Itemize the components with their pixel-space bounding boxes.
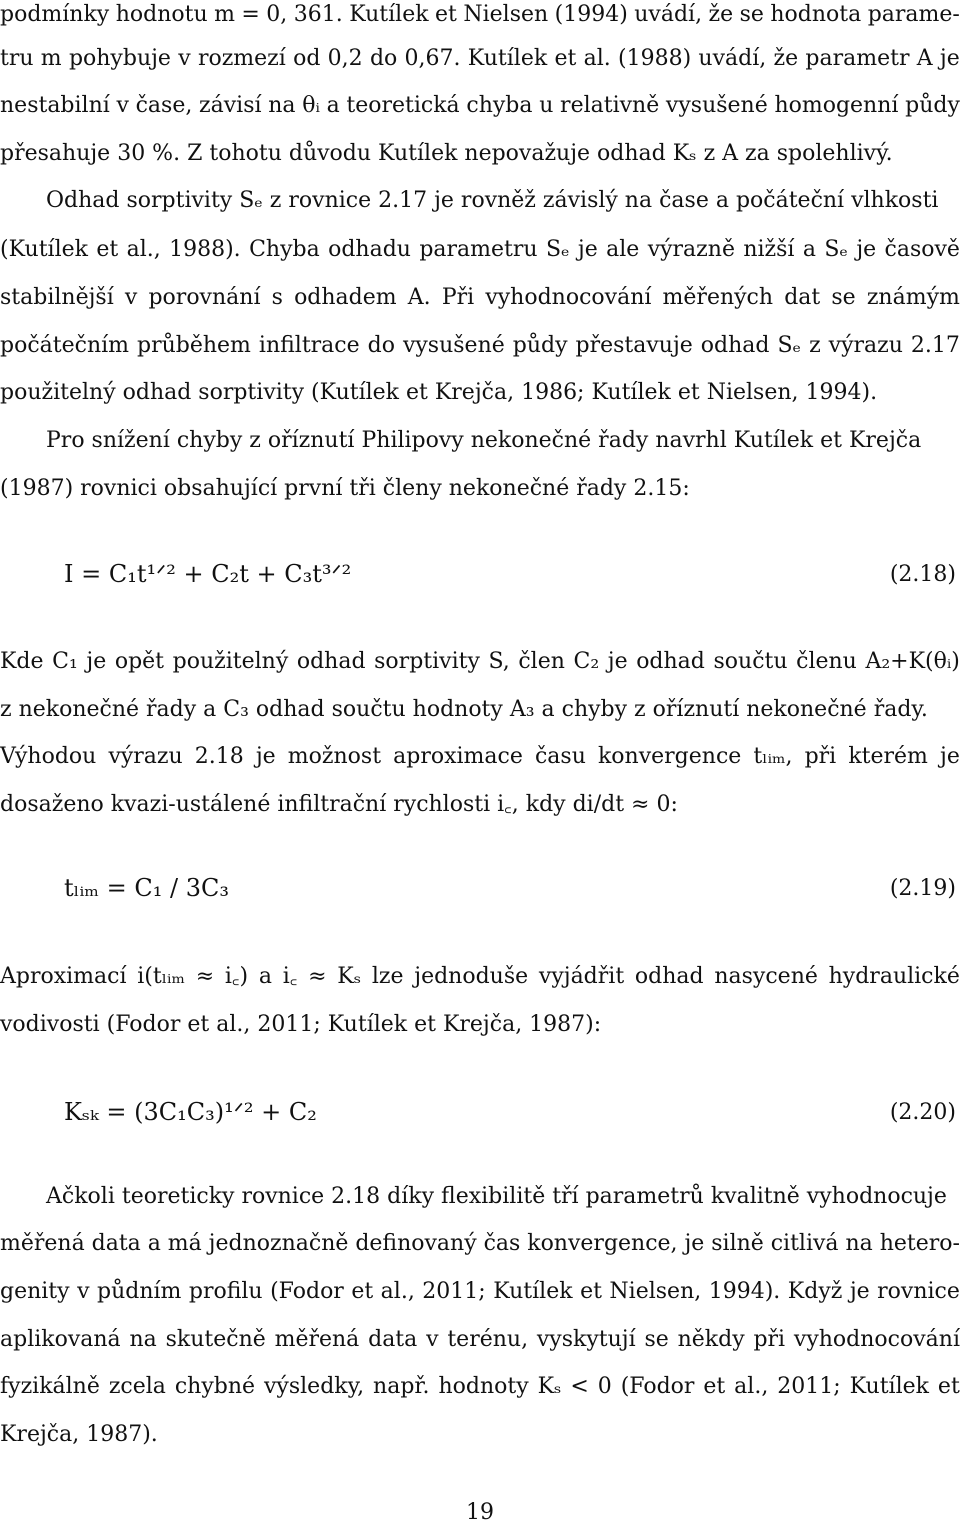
text-line: dosaženo kvazi-ustálené infiltrační rychlosti i꜀, kdy di/dt ≈ 0: [0,792,678,817]
equation-formula: tₗᵢₘ = C₁ / 3C₃ [64,874,229,902]
text-line: přesahuje 30 %. Z tohotu důvodu Kutílek nepovažuje odhad Kₛ z A za spolehlivý. [0,141,893,166]
equation-formula: Kₛₖ = (3C₁C₃)¹ᐟ² + C₂ [64,1098,317,1126]
text-line: z nekonečné řady a C₃ odhad součtu hodnoty A₃ a chyby z oříznutí nekonečné řady. [0,697,928,722]
equation-2-19 [64,856,956,920]
text-line: Odhad sorptivity Sₑ z rovnice 2.17 je rovněž závislý na čase a počáteční vlhkosti [46,188,939,213]
text-line: aplikovaná na skutečně měřená data v terénu, vyskytují se někdy při vyhodnocování [0,1327,960,1352]
text-line: použitelný odhad sorptivity (Kutílek et Krejča, 1986; Kutílek et Nielsen, 1994). [0,380,878,405]
text-line: Kde C₁ je opět použitelný odhad sorptivity S, člen C₂ je odhad součtu členu A₂+K(θᵢ) [0,649,960,674]
text-line: genity v půdním profilu (Fodor et al., 2011; Kutílek et Nielsen, 1994). Když je rovnice [0,1279,960,1304]
text-line: vodivosti (Fodor et al., 2011; Kutílek et Krejča, 1987): [0,1012,602,1037]
equation-number: (2.20) [889,1099,956,1125]
equation-number: (2.19) [889,875,956,901]
text-line: Aproximací i(tₗᵢₘ ≈ i꜀) a i꜀ ≈ Kₛ lze jednoduše vyjádřit odhad nasycené hydraulické [0,964,960,989]
text-line: podmínky hodnotu m = 0, 361. Kutílek et Nielsen (1994) uvádí, že se hodnota parame- [0,2,960,27]
text-line: tru m pohybuje v rozmezí od 0,2 do 0,67. Kutílek et al. (1988) uvádí, že parametr A je [0,46,960,71]
text-line: počátečním průběhem infiltrace do vysušené půdy přestavuje odhad Sₑ z výrazu 2.17 [0,333,960,358]
text-line: stabilnější v porovnání s odhadem A. Při vyhodnocování měřených dat se známým [0,285,960,310]
equation-2-18 [64,542,956,606]
equation-formula: I = C₁t¹ᐟ² + C₂t + C₃t³ᐟ² [64,560,352,588]
text-line: Ačkoli teoreticky rovnice 2.18 díky flexibilitě tří parametrů kvalitně vyhodnocuje [46,1184,947,1209]
text-line: Výhodou výrazu 2.18 je možnost aproximace času konvergence tₗᵢₘ, při kterém je [0,744,960,769]
text-line: (Kutílek et al., 1988). Chyba odhadu parametru Sₑ je ale výrazně nižší a Sₑ je časově [0,237,960,262]
text-line: měřená data a má jednoznačně definovaný čas konvergence, je silně citlivá na hetero- [0,1231,960,1256]
text-line: fyzikálně zcela chybné výsledky, např. hodnoty Kₛ < 0 (Fodor et al., 2011; Kutílek et [0,1374,960,1399]
text-line: (1987) rovnici obsahující první tři členy nekonečné řady 2.15: [0,476,690,501]
equation-number: (2.18) [889,561,956,587]
page-number: 19 [466,1500,494,1525]
text-line: Pro snížení chyby z oříznutí Philipovy nekonečné řady navrhl Kutílek et Krejča [46,428,922,453]
equation-2-20 [64,1080,956,1144]
text-line: nestabilní v čase, závisí na θᵢ a teoretická chyba u relativně vysušené homogenní půdy [0,93,960,118]
text-line: Krejča, 1987). [0,1422,158,1447]
